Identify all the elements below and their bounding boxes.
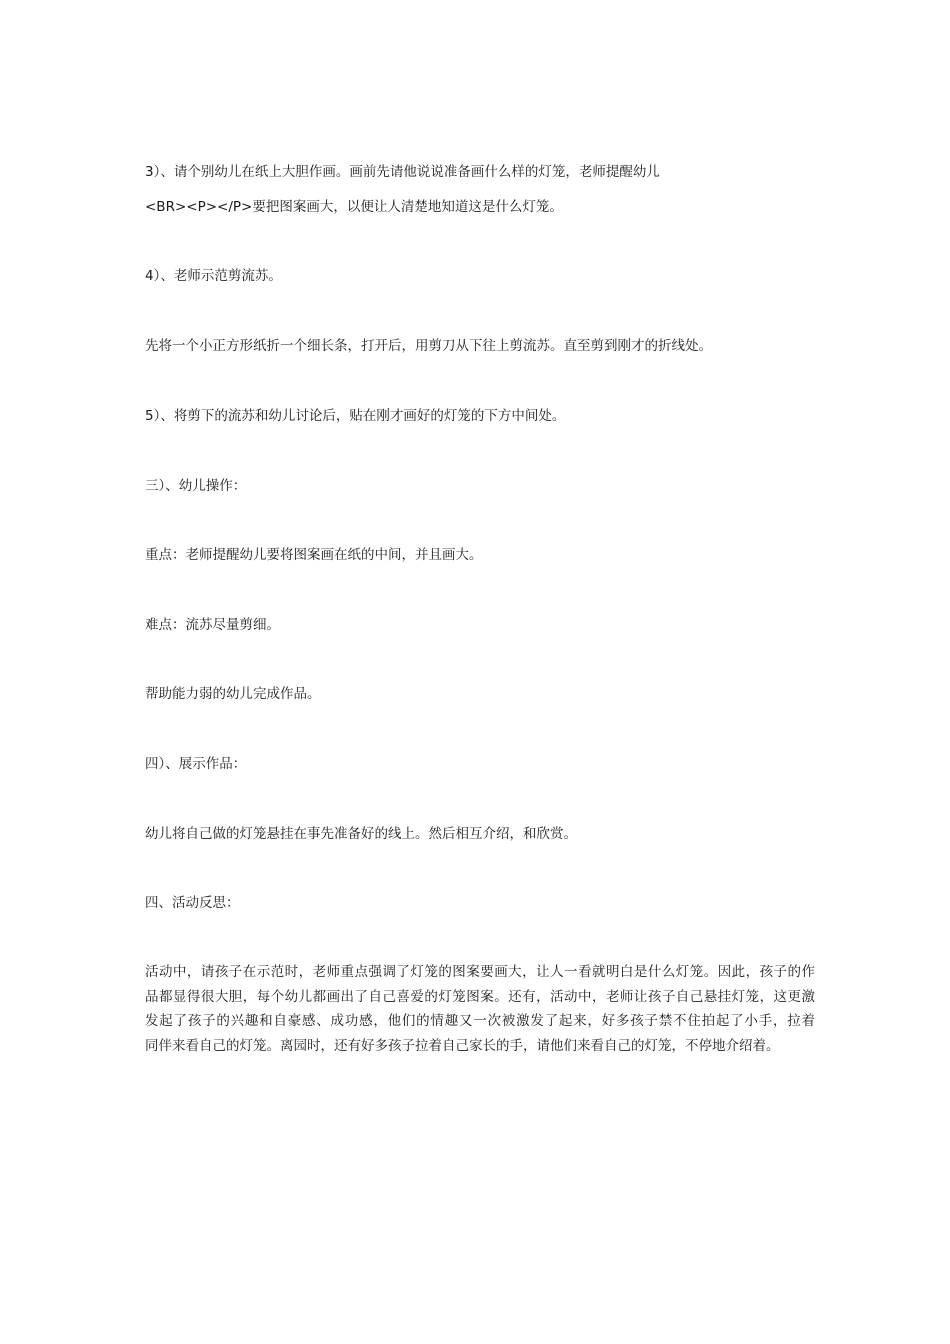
reflection-line-1: 活动中，请孩子在示范时，老师重点强调了灯笼的图案要画大，让人一看就明白是什么灯笼。因此，孩子的作 <box>145 964 815 980</box>
help-paragraph: 帮助能力弱的幼儿完成作品。 <box>145 686 321 702</box>
step-3-paragraph <box>145 160 815 219</box>
step-3-line-1: 3）、请个别幼儿在纸上大胆作画。画前先请他说说准备画什么样的灯笼，老师提醒幼儿 <box>145 164 660 180</box>
reflection-line-4: 同伴来看自己的灯笼。离园时，还有好多孩子拉着自己家长的手，请他们来看自己的灯笼，不停地介绍着。 <box>145 1037 780 1054</box>
section-4-heading: 四）、展示作品： <box>145 756 247 772</box>
step-5-paragraph: 5）、将剪下的流苏和幼儿讨论后，贴在刚才画好的灯笼的下方中间处。 <box>145 408 566 424</box>
reflection-line-2: 品都显得很大胆，每个幼儿都画出了自己喜爱的灯笼图案。还有，活动中，老师让孩子自己悬挂灯笼，这更激 <box>145 988 815 1005</box>
step-3-line-2: <BR><P></P>要把图案画大，以便让人清楚地知道这是什么灯笼。 <box>145 199 563 215</box>
reflection-heading: 四、活动反思： <box>145 895 240 911</box>
display-detail-paragraph: 幼儿将自己做的灯笼悬挂在事先准备好的线上。然后相互介绍，和欣赏。 <box>145 826 577 842</box>
step-4-heading: 4）、老师示范剪流苏。 <box>145 268 282 284</box>
reflection-paragraph <box>145 960 815 1058</box>
key-point-paragraph: 重点：老师提醒幼儿要将图案画在纸的中间，并且画大。 <box>145 547 483 563</box>
difficulty-paragraph: 难点：流苏尽量剪细。 <box>145 617 280 633</box>
section-3-heading: 三）、幼儿操作： <box>145 478 247 494</box>
step-4-detail: 先将一个小正方形纸折一个细长条，打开后，用剪刀从下往上剪流苏。直至剪到刚才的折线处。 <box>145 338 712 354</box>
reflection-line-3: 发起了孩子的兴趣和自豪感、成功感，他们的情趣又一次被激发了起来，好多孩子禁不住拍起了小手，拉着 <box>145 1013 815 1029</box>
